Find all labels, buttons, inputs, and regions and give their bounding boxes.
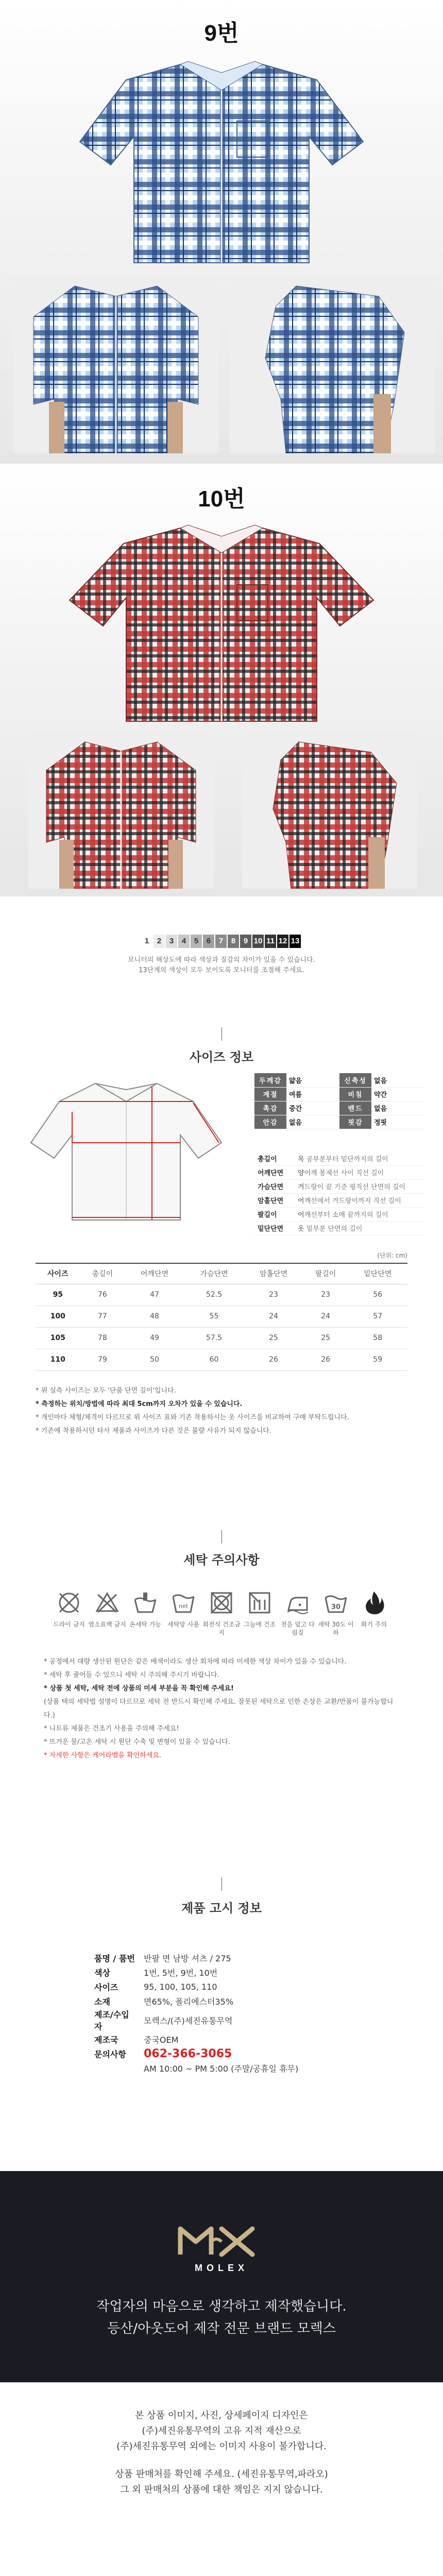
care-item <box>279 1589 317 1637</box>
no-tumble-dry-icon <box>208 1589 235 1616</box>
scale-step: 11 <box>265 935 276 948</box>
spec-value: 면65%, 폴리에스터35% <box>144 1996 234 2007</box>
product-10-side-model-image <box>242 732 417 889</box>
care-label: 세탁 30도 이하 <box>318 1621 354 1636</box>
scale-step: 2 <box>154 935 165 948</box>
spec-key: 제조/수입자 <box>94 2010 129 2031</box>
care-note: * 상품 첫 세탁, 세탁 전에 상품의 미세 부분을 꼭 확인해 주세요! <box>44 1685 234 1692</box>
attr-value: 정핏 <box>371 1115 424 1129</box>
product-9-main-shirt-image <box>75 59 368 265</box>
hand-wash-icon <box>132 1589 159 1616</box>
size-header: 가슴단면 <box>184 1263 244 1284</box>
size-header: 팔길이 <box>303 1263 348 1284</box>
measure-desc: 겨드랑이 끝 기준 평직선 단면의 길이 <box>295 1179 424 1193</box>
care-item <box>317 1589 355 1637</box>
copyright-footer <box>0 2382 443 2576</box>
care-icons <box>0 1589 443 1637</box>
table-row <box>36 1349 407 1370</box>
wash-net-icon <box>170 1589 197 1616</box>
footer-line: (주)세진유통무역의 고유 지적 재산으로 <box>142 2426 301 2436</box>
molex-logo-mark <box>160 2218 283 2275</box>
brand-banner <box>0 2171 443 2382</box>
attr-label: 밴드 <box>339 1101 371 1115</box>
attr-label: 신축성 <box>339 1073 371 1087</box>
care-note: (상품 택의 세탁법 설명이 다르므로 세탁 전 반드시 확인해 주세요. 잘못된 세탁으로 인한 손상은 교환/반품이 불가능합니다.) <box>44 1698 394 1719</box>
product-10-front-model-image <box>28 732 214 889</box>
attr-value: 없음 <box>371 1101 424 1115</box>
size-cell: 57.5 <box>184 1327 244 1349</box>
measure-desc: 양어깨 봉제선 사이 직선 길이 <box>295 1165 424 1179</box>
spec-value: 1번, 5번, 9번, 10번 <box>144 1968 218 1978</box>
size-cell: 48 <box>125 1306 184 1327</box>
attr-label: 비침 <box>339 1087 371 1101</box>
size-cell: 55 <box>184 1306 244 1327</box>
care-label: 화기 주의 <box>361 1621 387 1628</box>
measure-key: 암홀단면 <box>254 1193 295 1207</box>
measure-key: 팔길이 <box>254 1207 295 1221</box>
size-cell: 59 <box>348 1349 407 1370</box>
care-label: 손세탁 가능 <box>129 1621 161 1628</box>
product-9-section <box>0 0 443 464</box>
shirt-measure-diagram <box>23 1073 229 1230</box>
size-cell: 77 <box>80 1306 125 1327</box>
footer-line: 본 상품 이미지, 사진, 상세페이지 디자인은 <box>135 2410 308 2421</box>
care-item <box>126 1589 164 1637</box>
shade-dry-icon <box>246 1589 273 1616</box>
size-header: 밑단단면 <box>348 1263 407 1284</box>
product-9-side-model-image <box>229 276 435 453</box>
size-cell: 78 <box>80 1327 125 1349</box>
scale-step: 3 <box>166 935 177 948</box>
spec-value: 95, 100, 105, 110 <box>144 1981 217 1992</box>
svg-text:net: net <box>178 1603 189 1609</box>
care-section <box>0 1499 443 1860</box>
care-item <box>50 1589 88 1637</box>
attr-value: 없음 <box>371 1073 424 1087</box>
scale-step: 8 <box>228 935 239 948</box>
spec-key: 제조국 <box>94 2035 118 2045</box>
product-10-section <box>0 464 443 896</box>
size-cell: 60 <box>184 1349 244 1370</box>
phone-number: 062-366-3065 <box>144 2047 232 2060</box>
size-note: * 개인마다 체형/체격이 다르므로 위 사이즈 표와 기존 착용하시는 옷 사이즈를 비교하여 구매 부탁드립니다. <box>36 1413 349 1421</box>
measure-desc: 어깨선에서 겨드랑이까지 직선 길이 <box>295 1193 424 1207</box>
wash-30-icon <box>322 1589 349 1616</box>
size-note: * 기존에 착용하시던 타사 제품과 사이즈가 다른 것은 불량 사유가 되지 않습니다. <box>36 1427 271 1435</box>
scale-step: 4 <box>178 935 190 948</box>
size-cell: 50 <box>125 1349 184 1370</box>
footer-line: (주)세진유통무역 외에는 이미지 사용이 불가합니다. <box>116 2441 327 2452</box>
no-dryclean-icon <box>56 1589 82 1616</box>
footer-line: 상품 판매처를 확인해 주세요. (세진유통무역,파라오) <box>115 2469 328 2480</box>
spec-key <box>90 2061 140 2075</box>
measure-desc: 어깨선부터 소매 끝까지의 길이 <box>295 1207 424 1221</box>
size-cell: 58 <box>348 1327 407 1349</box>
care-notes <box>44 1655 399 1762</box>
care-title: 세탁 주의사항 <box>183 1553 260 1567</box>
size-cell: 24 <box>244 1306 303 1327</box>
flammable-icon <box>361 1589 387 1616</box>
spec-value: 모렉스/(주)세진유통무역 <box>144 2015 233 2026</box>
product-10-title: 10번 <box>198 486 245 512</box>
table-row <box>36 1327 407 1349</box>
attr-label: 계절 <box>254 1087 286 1101</box>
care-item <box>164 1589 202 1637</box>
spec-title: 제품 고시 정보 <box>181 1901 262 1916</box>
svg-text:30: 30 <box>331 1603 341 1611</box>
attr-value: 중간 <box>286 1101 339 1115</box>
size-cell: 26 <box>303 1349 348 1370</box>
size-table <box>36 1263 407 1371</box>
size-note: * 측정하는 위치/방법에 따라 최대 5cm까지 오차가 있을 수 있습니다. <box>36 1400 243 1408</box>
color-scale-note: 모니터의 해상도에 따라 색상과 질감의 차이가 있을 수 있습니다. <box>128 956 315 964</box>
size-cell: 57 <box>348 1306 407 1327</box>
spec-key: 사이즈 <box>94 1982 118 1992</box>
scale-step: 12 <box>277 935 288 948</box>
size-notes <box>36 1384 407 1438</box>
attr-value: 여름 <box>286 1087 339 1101</box>
size-cell: 49 <box>125 1327 184 1349</box>
measure-desc: 목 공부분부터 밑단까지의 길이 <box>295 1151 424 1165</box>
size-note: * 위 실측 사이즈는 모두 '단품 단면 길이'입니다. <box>36 1386 176 1395</box>
care-label: 그늘에 건조 <box>244 1621 276 1628</box>
size-header: 총길이 <box>80 1263 125 1284</box>
brand-line-2: 등산/아웃도어 제작 전문 브랜드 모렉스 <box>107 2321 336 2336</box>
attribute-table <box>254 1073 424 1129</box>
measure-desc: 옷 밑부분 단면의 길이 <box>295 1221 424 1235</box>
size-cell: 25 <box>303 1327 348 1349</box>
footer-line: 그 외 판매처의 상품에 대한 책임은 지지 않습니다. <box>120 2484 323 2495</box>
spec-section <box>0 1860 443 2171</box>
size-cell: 95 <box>36 1284 80 1306</box>
color-scale-note: 13단계의 색상이 모두 보이도록 모니터를 조절해 주세요. <box>139 967 304 974</box>
iron-cloth-icon <box>284 1589 311 1616</box>
attr-label: 안감 <box>254 1115 286 1129</box>
attr-label: 촉감 <box>254 1101 286 1115</box>
table-row <box>36 1284 407 1306</box>
size-cell: 23 <box>244 1284 303 1306</box>
measure-key: 밑단단면 <box>254 1221 295 1235</box>
size-cell: 110 <box>36 1349 80 1370</box>
scale-step: 6 <box>203 935 214 948</box>
measure-key: 어깨단면 <box>254 1165 295 1179</box>
molex-logo-text: MOLEX <box>194 2263 249 2273</box>
product-9-title: 9번 <box>204 21 239 46</box>
attr-label: 핏감 <box>339 1115 371 1129</box>
spec-key: 품명 / 품번 <box>94 1953 135 1963</box>
attr-label: 두께감 <box>254 1073 286 1087</box>
size-header: 암홀단면 <box>244 1263 303 1284</box>
care-label: 회전식 건조금지 <box>202 1621 241 1636</box>
care-note: * 자세한 사항은 케어라벨을 확인하세요. <box>44 1752 162 1759</box>
size-cell: 26 <box>244 1349 303 1370</box>
measure-key: 총길이 <box>254 1151 295 1165</box>
care-label: 드라이 금지 <box>53 1621 85 1628</box>
footer-line <box>0 2454 443 2467</box>
size-cell: 25 <box>244 1327 303 1349</box>
measure-points <box>254 1151 424 1235</box>
size-cell: 52.5 <box>184 1284 244 1306</box>
size-cell: 56 <box>348 1284 407 1306</box>
scale-step: 5 <box>191 935 202 948</box>
spec-key: 색상 <box>94 1968 110 1978</box>
color-scale-section <box>0 896 443 979</box>
care-note: * 니트류 제품은 건조기 사용을 주의해 주세요! <box>44 1725 179 1733</box>
molex-logo <box>160 2218 283 2277</box>
product-10-main-shirt-image <box>64 523 379 724</box>
care-note: * 뜨거운 물/고온 세탁 시 원단 수축 및 변형이 있을 수 있습니다. <box>44 1738 230 1746</box>
size-cell: 79 <box>80 1349 125 1370</box>
care-label: 천을 덮고 다림질 <box>281 1621 315 1636</box>
spec-table <box>90 1951 302 2075</box>
size-cell: 105 <box>36 1327 80 1349</box>
attr-value: 약간 <box>371 1087 424 1101</box>
care-item <box>202 1589 241 1637</box>
spec-key: 소재 <box>94 1996 110 2007</box>
scale-step: 10 <box>252 935 264 948</box>
care-item <box>355 1589 393 1637</box>
care-item <box>88 1589 126 1637</box>
size-header: 사이즈 <box>36 1263 80 1284</box>
scale-step: 1 <box>141 935 152 948</box>
size-header: 어깨단면 <box>125 1263 184 1284</box>
care-item <box>241 1589 279 1637</box>
care-note: * 공정에서 대량 생산된 원단은 같은 배색이라도 생산 회차에 따라 미세한 색상 차이가 있을 수 있습니다. <box>44 1658 347 1666</box>
size-info-title: 사이즈 정보 <box>189 1050 254 1064</box>
care-label: 염소표백 금지 <box>88 1621 126 1628</box>
spec-value: 반팔 면 남방 셔츠 / 275 <box>144 1953 231 1963</box>
spec-value: 중국OEM <box>144 2035 179 2045</box>
size-cell: 23 <box>303 1284 348 1306</box>
spec-key: 문의사항 <box>94 2049 126 2059</box>
attr-value: 없음 <box>286 1115 339 1129</box>
product-9-front-model-image <box>13 276 219 453</box>
measure-key: 가슴단면 <box>254 1179 295 1193</box>
size-info-section <box>0 979 443 1499</box>
no-bleach-icon <box>94 1589 121 1616</box>
care-note: * 세탁 후 줄어들 수 있으니 세탁 시 주의해 주시기 바랍니다. <box>44 1671 219 1679</box>
attr-value: 얇음 <box>286 1073 339 1087</box>
size-cell: 24 <box>303 1306 348 1327</box>
scale-step: 9 <box>240 935 251 948</box>
size-cell: 76 <box>80 1284 125 1306</box>
care-label: 세탁망 사용 <box>167 1621 199 1628</box>
brand-line-1: 작업자의 마음으로 생각하고 제작했습니다. <box>96 2299 347 2314</box>
size-unit-label: (단위: cm) <box>377 1252 407 1259</box>
table-row <box>36 1306 407 1327</box>
scale-step: 7 <box>215 935 227 948</box>
size-cell: 47 <box>125 1284 184 1306</box>
scale-step: 13 <box>289 935 301 948</box>
color-scale <box>0 935 443 948</box>
size-cell: 100 <box>36 1306 80 1327</box>
business-hours: AM 10:00 ~ PM 5:00 (주말/공휴일 휴무) <box>144 2063 299 2074</box>
